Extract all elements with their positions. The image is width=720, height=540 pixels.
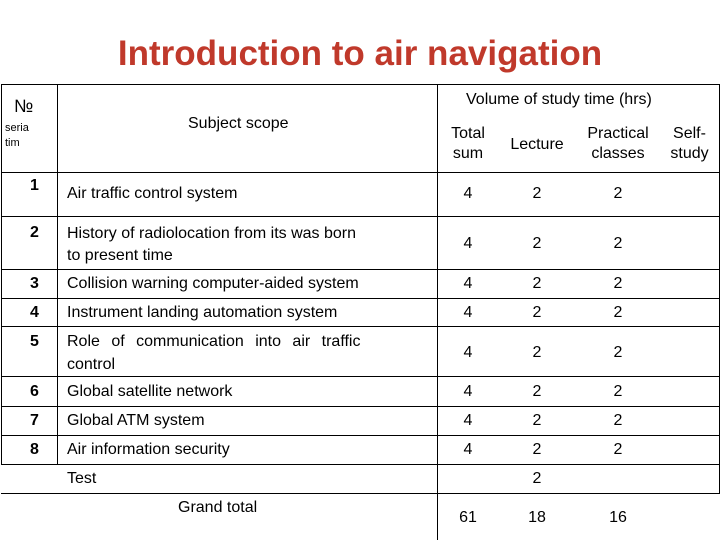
row-subject: Global ATM system <box>67 412 205 429</box>
row-number: 5 <box>30 333 39 350</box>
row-total: 4 <box>463 275 473 292</box>
row-total: 4 <box>463 235 473 252</box>
row-divider <box>1 298 720 299</box>
row-divider <box>1 376 720 377</box>
row-divider <box>1 406 720 407</box>
row-total: 4 <box>463 441 473 458</box>
row-practical: 2 <box>613 344 623 361</box>
header-bottom-border <box>1 172 720 173</box>
practical-column-header: Practical <box>587 125 649 142</box>
number-column-header: № <box>14 96 34 116</box>
row-practical: 2 <box>613 235 623 252</box>
row-divider <box>1 493 720 494</box>
table-left-border <box>1 84 2 464</box>
row-lecture: 2 <box>532 344 542 361</box>
row-number: 6 <box>30 383 39 400</box>
row-subject: Air traffic control system <box>67 185 238 202</box>
row-total: 4 <box>463 383 473 400</box>
number-column-subheader: tim <box>5 137 20 149</box>
row-practical: 2 <box>613 441 623 458</box>
row-divider <box>1 326 720 327</box>
row-subject: Air information security <box>67 441 230 458</box>
row-lecture: 2 <box>532 304 542 321</box>
row-lecture: 2 <box>532 235 542 252</box>
row-number: 3 <box>30 275 39 292</box>
row-divider <box>1 269 720 270</box>
test-lecture: 2 <box>532 470 542 487</box>
row-lecture: 2 <box>532 275 542 292</box>
row-total: 4 <box>463 304 473 321</box>
grand-total-label: Grand total <box>178 499 258 516</box>
row-number: 2 <box>30 224 39 241</box>
row-subject: Role of communication into air traffic <box>67 333 361 350</box>
row-divider <box>1 216 720 217</box>
total-column-header: sum <box>452 145 484 162</box>
row-number: 4 <box>30 304 39 321</box>
slide-title: Introduction to air navigation <box>117 34 603 73</box>
grand-total-total: 61 <box>459 509 477 526</box>
row-subject: to present time <box>67 247 173 264</box>
row-subject: Collision warning computer-aided system <box>67 275 359 292</box>
row-lecture: 2 <box>532 185 542 202</box>
grand-total-lecture: 18 <box>528 509 546 526</box>
row-divider <box>1 435 720 436</box>
self-study-column-header: Self- <box>673 125 706 142</box>
row-number: 8 <box>30 441 39 458</box>
lecture-column-header: Lecture <box>510 136 564 153</box>
row-subject: control <box>67 356 116 373</box>
total-column-header: Total <box>451 125 485 142</box>
row-subject: Instrument landing automation system <box>67 304 338 321</box>
row-number: 7 <box>30 412 39 429</box>
self-study-column-header: study <box>670 145 709 162</box>
table-top-border <box>1 84 720 85</box>
row-subject: History of radiolocation from its was born <box>67 225 356 242</box>
row-practical: 2 <box>613 412 623 429</box>
number-column-subheader: seria <box>5 122 29 134</box>
row-number: 1 <box>30 177 39 194</box>
row-total: 4 <box>463 344 473 361</box>
row-practical: 2 <box>613 304 623 321</box>
volume-header: Volume of study time (hrs) <box>466 91 652 108</box>
row-divider <box>1 464 720 465</box>
row-practical: 2 <box>613 275 623 292</box>
subject-column-header: Subject scope <box>188 115 289 132</box>
row-total: 4 <box>463 412 473 429</box>
row-lecture: 2 <box>532 441 542 458</box>
row-practical: 2 <box>613 383 623 400</box>
row-lecture: 2 <box>532 383 542 400</box>
grand-total-practical: 16 <box>609 509 627 526</box>
test-label: Test <box>67 470 97 487</box>
row-practical: 2 <box>613 185 623 202</box>
practical-column-header: classes <box>591 145 645 162</box>
row-subject: Global satellite network <box>67 383 233 400</box>
row-lecture: 2 <box>532 412 542 429</box>
row-total: 4 <box>463 185 473 202</box>
column-divider <box>57 84 58 464</box>
